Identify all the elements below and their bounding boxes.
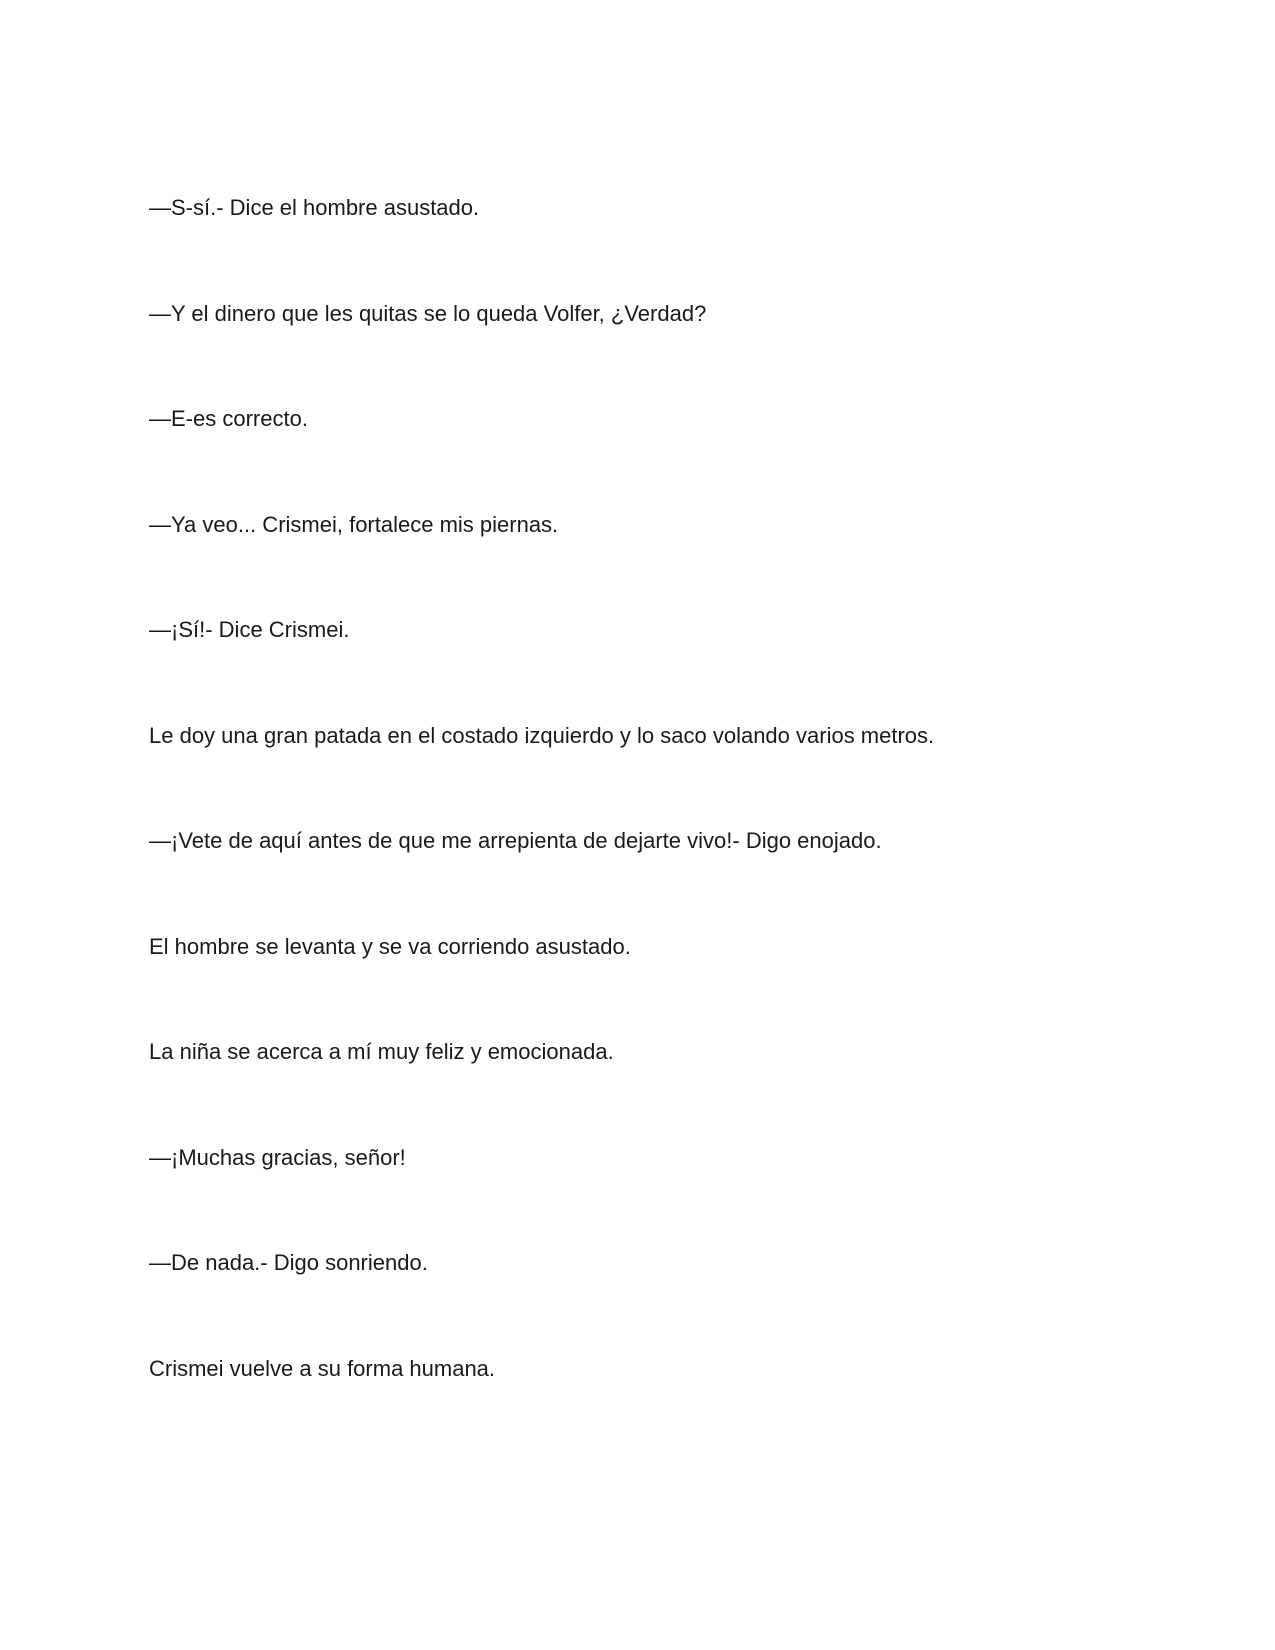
paragraph-5: —¡Sí!- Dice Crismei. <box>149 617 350 642</box>
paragraph-12: Crismei vuelve a su forma humana. <box>149 1355 496 1381</box>
paragraph-10: —¡Muchas gracias, señor! <box>149 1144 406 1170</box>
paragraph-4: —Ya veo... Crismei, fortalece mis piernas. <box>149 511 559 537</box>
paragraph-9: La niña se acerca a mí muy feliz y emocionada. <box>149 1039 614 1064</box>
paragraph-8: El hombre se levanta y se va corriendo asustado. <box>149 933 631 959</box>
paragraph-2: —Y el dinero que les quitas se lo queda Volfer, ¿Verdad? <box>149 300 707 326</box>
paragraph-11: —De nada.- Digo sonriendo. <box>149 1250 428 1275</box>
paragraph-1: —S-sí.- Dice el hombre asustado. <box>149 195 480 220</box>
paragraph-6: Le doy una gran patada en el costado izquierdo y lo saco volando varios metros. <box>149 722 935 748</box>
document-body <box>149 195 1149 1461</box>
paragraph-7: —¡Vete de aquí antes de que me arrepienta de dejarte vivo!- Digo enojado. <box>149 828 882 853</box>
paragraph-3: —E-es correcto. <box>149 406 308 431</box>
